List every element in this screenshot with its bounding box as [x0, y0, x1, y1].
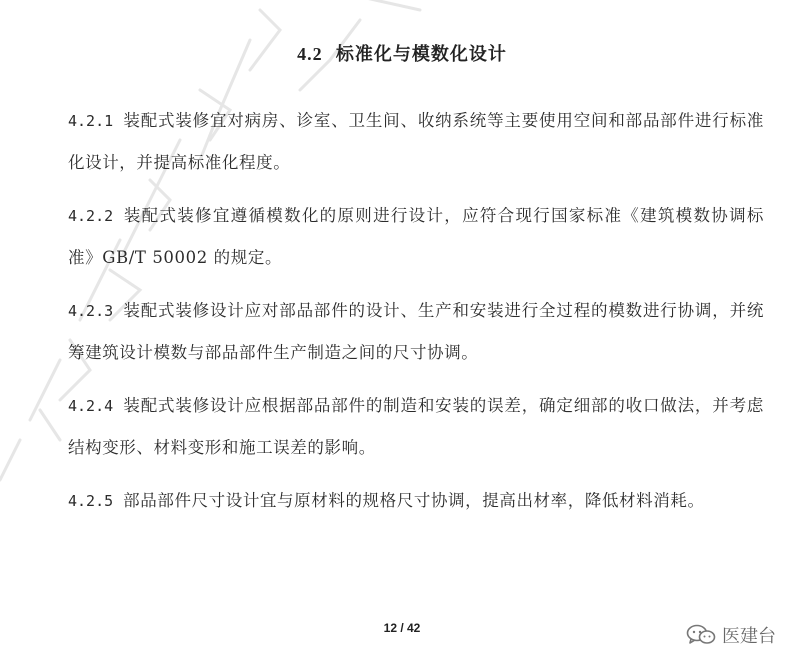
brand-name: 医建台: [722, 626, 776, 647]
clause-number: 4.2.1: [68, 112, 114, 130]
clause-text: 部品部件尺寸设计宜与原材料的规格尺寸协调，提高出材率，降低材料消耗。: [123, 491, 705, 510]
clause-number: 4.2.2: [68, 207, 114, 225]
clause-text: 装配式装修设计应对部品部件的设计、生产和安装进行全过程的模数进行协调，并统筹建筑设计模数与部品部件生产制造之间的尺寸协调。: [68, 301, 764, 362]
section-title-text: 标准化与模数化设计: [335, 44, 507, 65]
clause-number: 4.2.4: [68, 397, 114, 415]
clause-4-2-4: [68, 385, 764, 468]
clause-number: 4.2.5: [68, 492, 114, 510]
section-number: 4.2: [297, 44, 323, 64]
clause-4-2-3: [68, 290, 764, 373]
clause-text: 装配式装修设计应根据部品部件的制造和安装的误差，确定细部的收口做法，并考虑结构变形、材料变形和施工误差的影响。: [68, 396, 764, 457]
wechat-icon: [686, 624, 716, 646]
section-title: [0, 40, 804, 66]
clause-text: 装配式装修宜对病房、诊室、卫生间、收纳系统等主要使用空间和部品部件进行标准化设计，并提高标准化程度。: [68, 111, 764, 172]
page-number: 12 / 42: [383, 621, 421, 635]
clause-text: 装配式装修宜遵循模数化的原则进行设计，应符合现行国家标准《建筑模数协调标准》GB/T 50002 的规定。: [68, 206, 764, 267]
clause-4-2-2: [68, 195, 764, 278]
clause-4-2-1: [68, 100, 764, 183]
brand-badge[interactable]: [686, 622, 776, 648]
clause-4-2-5: [68, 480, 764, 522]
clause-number: 4.2.3: [68, 302, 114, 320]
clause-list: [68, 100, 764, 534]
